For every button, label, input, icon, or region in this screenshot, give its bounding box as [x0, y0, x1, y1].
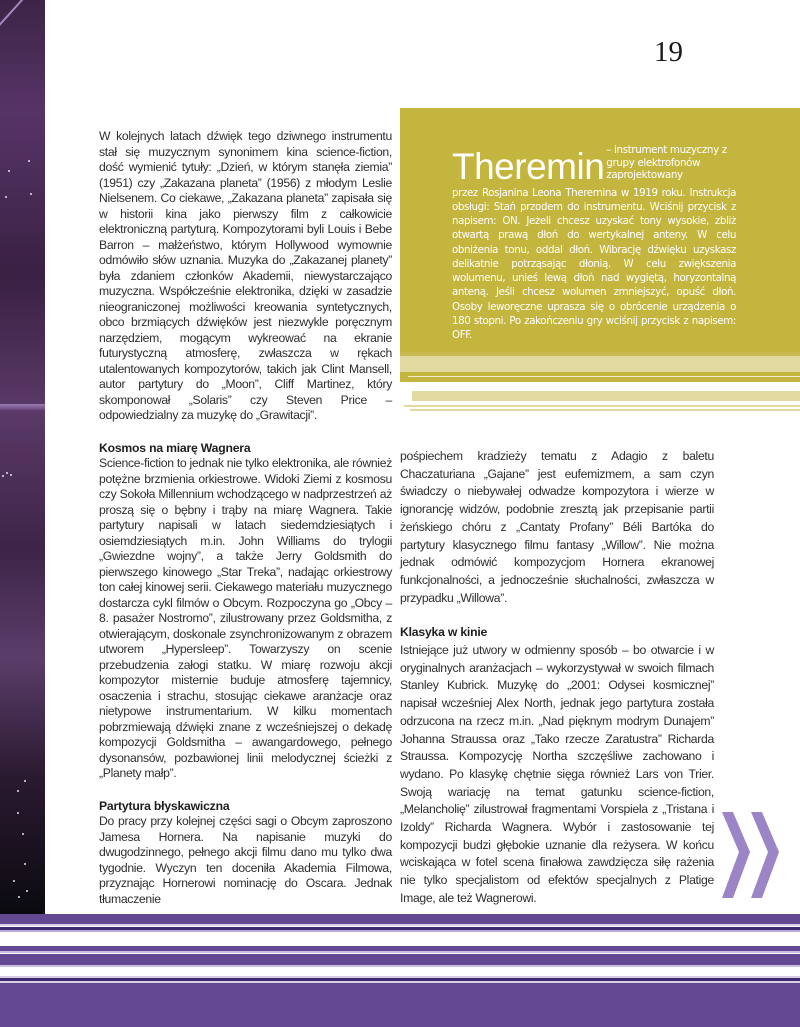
- star: [18, 896, 20, 898]
- star: [8, 170, 10, 172]
- star: [6, 472, 8, 474]
- theremin-sidebar-content: [452, 144, 736, 342]
- star: [22, 833, 24, 835]
- star: [10, 474, 12, 476]
- double-chevron-right-icon: [722, 812, 780, 898]
- article-column-left: [99, 129, 392, 907]
- section-title-partytura: Partytura błyskawiczna: [99, 798, 230, 813]
- theremin-sidebar-box: [400, 108, 800, 352]
- star: [26, 890, 28, 892]
- article-intro: W kolejnych latach dźwięk tego dziwnego instrumentu stał się muzycznym synonimem kina science-fiction, dość wymienić tytuły: „Dzień, w którym stanęła ziemia” (1951) czy „Zakazana planeta” (1956) z młodym Leslie Nielsenem. Co ciekawe, „Zakazana planeta” zapisała się w historii kina jako pierwszy film z całkowicie elektroniczną partyturą. Kompozytorami byli Louis i Bebe Barron – małżeństwo, którym Hollywood wymownie odmówiło słów uznania. Muzyka do „Zakazanej planety” była zdaniem członków Akademii, niewystarczająco muzyczna. Współcześnie elektronika, dzięki w zasadzie nieograniczonej możliwości kreowania syntetycznych, obco brzmiących dźwięków jest niezwykle poręcznym narzędziem, mogącym wykreować na ekranie futurystyczną atmosferę, zwłaszcza w rękach utalentowanych kompozytorów, takich jak Clint Mansell, autor partytury do „Moon”, Cliff Martinez, który skomponował „Solaris” czy Steven Price – odpowiedzialny za muzykę do „Grawitacji”.: [99, 129, 392, 422]
- star: [24, 780, 26, 782]
- star: [28, 160, 30, 162]
- star: [2, 475, 4, 477]
- space-image-strip: [0, 0, 45, 914]
- olive-stripes-decoration: [400, 352, 800, 414]
- star: [30, 193, 32, 195]
- section-title-kosmos: Kosmos na miarę Wagnera: [99, 440, 251, 455]
- theremin-body: przez Rosjanina Leona Theremina w 1919 roku. Instrukcja obsługi: Stań przodem do instrumentu. Wciśnij przycisk z napisem: ON. Jeżeli chcesz uzyskać tony wysokie, zbliż otwartą prawą dłoń do wertykalnej anteny. W celu obniżenia tonu, oddal dłoń. Wibrację dźwięku uzyskasz delikatnie potrząsając dłonią. W celu zwiększenia wolumenu, unieś lewą dłoń nad wygiętą, horyzontalną anteną. Jeśli chcesz wolumen zmniejszyć, opuść dłoń. Osoby leworęczne uprasza się o obrócenie urządzenia o 180 stopni. Po zakończeniu gry wciśnij przycisk z napisem: OFF.: [452, 186, 736, 341]
- theremin-lead: – instrument muzyczny z grupy elektrofonów zaprojektowany: [606, 144, 727, 181]
- section-body-klasyka: Istniejące już utwory w odmienny sposób – bo otwarcie i w oryginalnych aranżacjach – wykorzystywał w swoich filmach Stanley Kubrick. Muzykę do „2001: Odysei kosmicznej” napisał wcześniej Alex North, jednak jego partytura została odrzucona na rzecz m.in. „Nad pięknym modrym Dunajem” Johanna Straussa oraz „Tako rzecze Zaratustra” Richarda Straussa. Kompozycję Northa szczęśliwe zachowano i wydano. Po klasykę chętnie sięga również Lars von Trier. Swoją wariację na temat gatunku science-fiction, „Melancholię” zilustrował fragmentami Vorspiela z „Tristana i Izoldy” Richarda Wagnera. Wybór i zastosowanie tej kompozycji budzi głębokie uznanie dla reżysera. W końcu wciskająca w fotel scena finałowa zawdzięcza siłę rażenia nie tylko specjalistom od efektów specjalnych z Platige Image, ale też Wagnerowi.: [400, 643, 714, 905]
- star: [13, 880, 15, 882]
- section-title-klasyka: Klasyka w kinie: [400, 625, 488, 640]
- section-body-kosmos: Science-fiction to jednak nie tylko elektronika, ale również potężne brzmienia orkiestrowe. Widoki Ziemi z kosmosu czy Sokoła Millennium wchodzącego w nadprzestrzeń aż proszą się o bębny i trąby na miarę Wagnera. Takie partytury napisali w latach siedemdziesiątych i osiemdziesiątych m.in. John Williams do trylogii „Gwiezdne wojny”, a także Jerry Goldsmith do pierwszego kinowego „Star Treka”, nadając orkiestrowy ton całej kinowej serii. Ciekawego materiału muzycznego dostarcza cykl filmów o Obcym. Rozpoczyna go „Obcy – 8. pasażer Nostromo”, zilustrowany przez Goldsmitha, z otwierającym, doskonale zsynchronizowanym z obrazem utworem „Hypersleep”. Towarzyszy on scenie przebudzenia załogi statku. W miarę rozwoju akcji kompozytor misternie buduje atmosferę tajemnicy, osaczenia i strachu, stosując ciekawe aranżacje oraz nietypowe instrumentarium. W kilku momentach pobrzmiewają dźwięki znane z wcześniejszej o dekadę kompozycji Goldsmitha – awangardowego, pełnego dysonansów, pozbawionej linii melodycznej ścieżki z „Planety małp”.: [99, 456, 392, 780]
- star: [24, 863, 26, 865]
- theremin-heading-row: [452, 144, 736, 187]
- bottom-stripe-band: [0, 914, 800, 1027]
- theremin-title: Theremin: [452, 145, 605, 187]
- nebula-band: [0, 404, 45, 410]
- star: [17, 812, 19, 814]
- section-body-partytura-continued: pośpiechem kradzieży tematu z Adagio z baletu Chaczaturiana „Gajane” jest eufemizmem, a sam czyn świadczy o niebywałej odwadze kompozytora i wierze w ignorancję widzów, podobnie zresztą jak przepisanie partii żeńskiego chóru z „Cantaty Profany” Béli Bartóka do partytury klasycznego filmu fantasy „Willow”. Nie można jednak odmówić kompozycjom Hornera ekranowej funkcjonalności, a jednocześnie słuchalności, zwłaszcza w przypadku „Willowa”.: [400, 449, 714, 605]
- article-column-right: [400, 448, 714, 908]
- star: [17, 790, 19, 792]
- star: [5, 196, 7, 198]
- meteor-streak: [0, 0, 38, 35]
- page-number: 19: [654, 36, 683, 68]
- section-body-partytura: Do pracy przy kolejnej części sagi o Obcym zaproszono Jamesa Hornera. Na napisanie muzyki do dwugodzinnego, pełnego akcji filmu dano mu tylko dwa tygodnie. Wyczyn ten doceniła Akademia Filmowa, przyznając Hornerowi nominację do Oscara. Jednak tłumaczenie: [99, 814, 392, 906]
